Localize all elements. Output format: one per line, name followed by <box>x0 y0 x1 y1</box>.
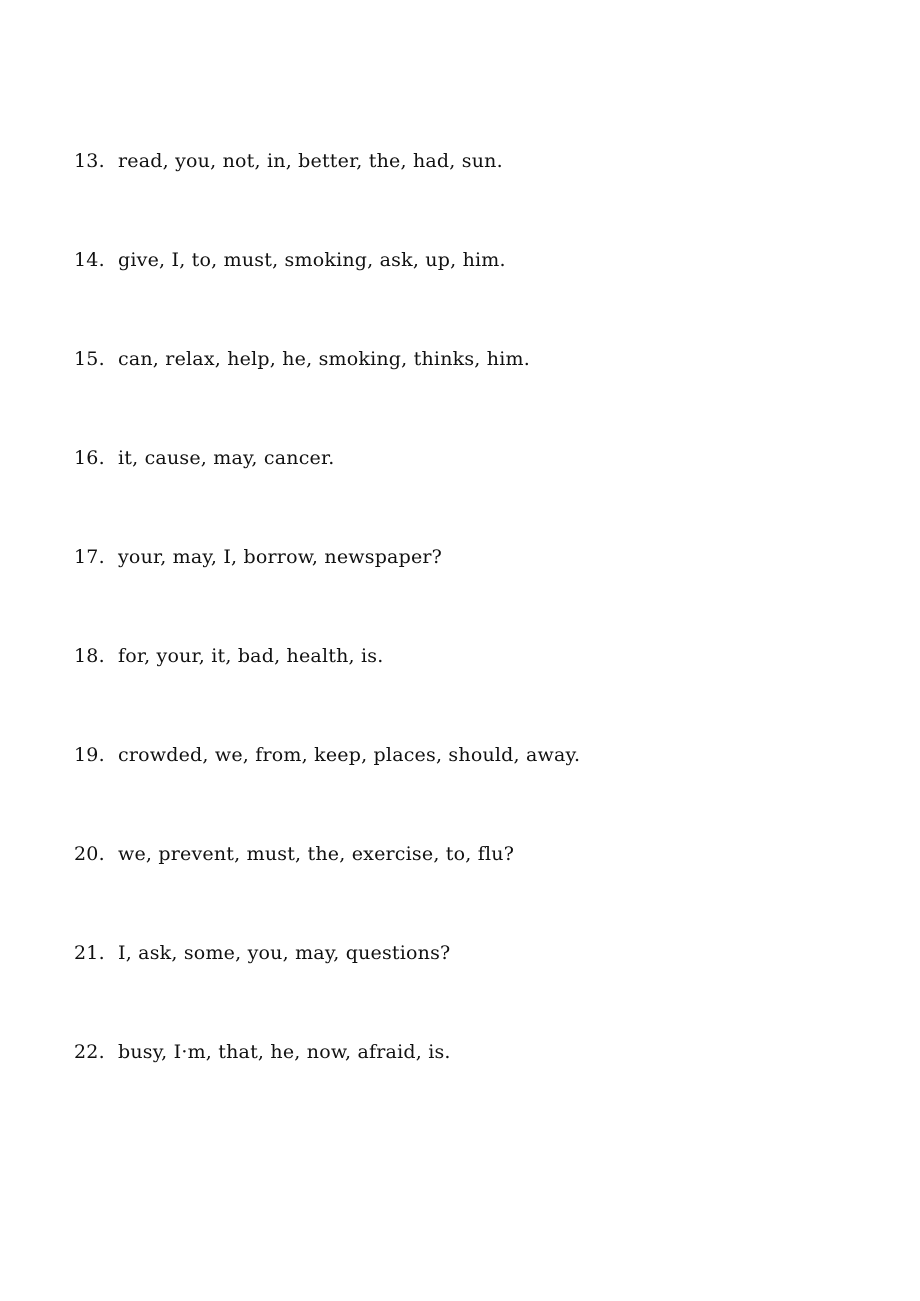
item-number: 21. <box>74 942 105 964</box>
list-item <box>74 542 580 641</box>
item-words: busy, I·m, that, he, now, afraid, is. <box>118 1041 451 1063</box>
item-words: crowded, we, from, keep, places, should, away. <box>118 744 581 766</box>
item-words: we, prevent, must, the, exercise, to, flu? <box>118 843 515 865</box>
list-item <box>74 1037 580 1136</box>
item-number: 16. <box>74 447 105 469</box>
list-item <box>74 641 580 740</box>
item-number: 14. <box>74 249 105 271</box>
list-item <box>74 938 580 1037</box>
item-number: 13. <box>74 150 105 172</box>
list-item <box>74 740 580 839</box>
list-item <box>74 344 580 443</box>
item-words: read, you, not, in, better, the, had, sun. <box>118 150 503 172</box>
item-words: can, relax, help, he, smoking, thinks, him. <box>118 348 530 370</box>
item-words: your, may, I, borrow, newspaper? <box>118 546 443 568</box>
list-item <box>74 443 580 542</box>
list-item <box>74 839 580 938</box>
exercise-list <box>74 146 580 1136</box>
item-number: 17. <box>74 546 105 568</box>
list-item <box>74 146 580 245</box>
item-number: 18. <box>74 645 105 667</box>
item-number: 19. <box>74 744 105 766</box>
item-number: 20. <box>74 843 105 865</box>
item-words: give, I, to, must, smoking, ask, up, him. <box>118 249 506 271</box>
item-words: it, cause, may, cancer. <box>118 447 335 469</box>
item-words: I, ask, some, you, may, questions? <box>118 942 451 964</box>
item-words: for, your, it, bad, health, is. <box>118 645 384 667</box>
list-item <box>74 245 580 344</box>
item-number: 15. <box>74 348 105 370</box>
item-number: 22. <box>74 1041 105 1063</box>
